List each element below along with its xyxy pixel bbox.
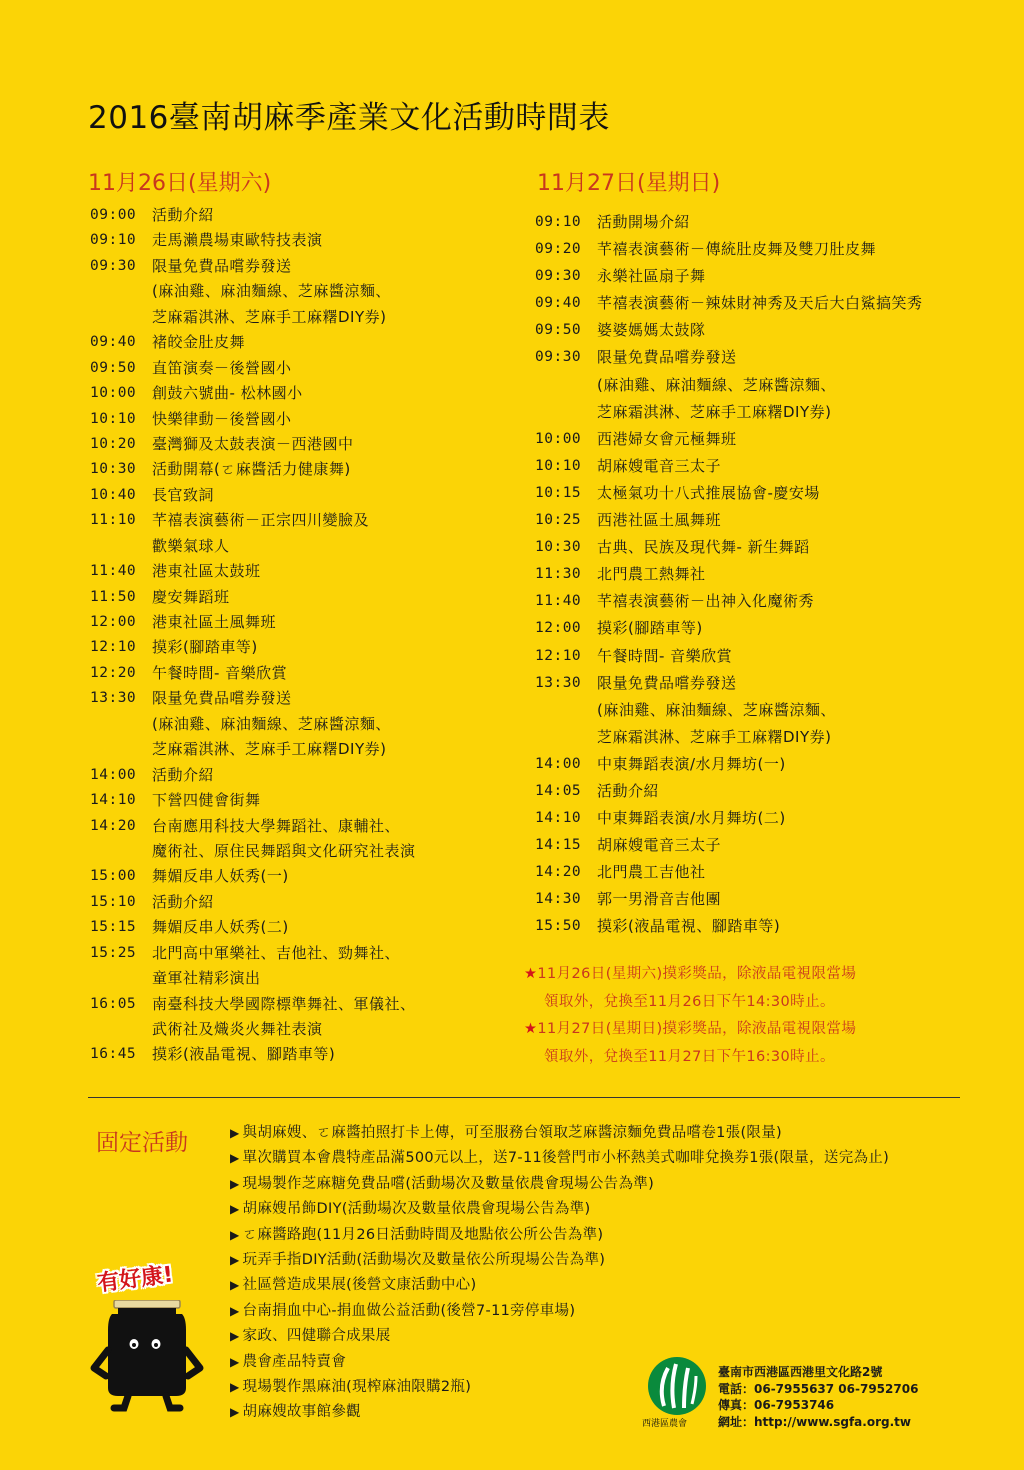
schedule-row — [90, 534, 416, 559]
schedule-time: 09:10 — [90, 232, 137, 249]
fixed-activity-text: 家政、四健聯合成果展 — [242, 1328, 391, 1345]
schedule-row — [90, 330, 416, 355]
schedule-row — [90, 839, 416, 864]
triangle-bullet-icon: ▶ — [230, 1151, 240, 1166]
schedule-activity: 走馬瀨農場東歐特技表演 — [152, 231, 323, 250]
schedule-activity: 武術社及熾炎火舞社表演 — [152, 1020, 323, 1038]
schedule-activity: 芊禧表演藝術－辣妹財神秀及天后大白鯊搞笑秀 — [597, 294, 923, 313]
schedule-activity: 北門農工吉他社 — [597, 863, 706, 882]
day1-heading: 11月26日(星期六) — [88, 171, 272, 196]
schedule-time: 10:00 — [535, 430, 582, 447]
schedule-activity: 永樂社區扇子舞 — [597, 267, 706, 286]
triangle-bullet-icon: ▶ — [230, 1354, 240, 1369]
schedule-activity: 活動開幕(ㄛ麻醬活力健康舞) — [152, 460, 351, 479]
schedule-row — [90, 737, 416, 762]
schedule-row — [535, 290, 923, 317]
schedule-activity: 芊禧表演藝術－正宗四川變臉及 — [152, 511, 370, 530]
slogan: 有好康! — [96, 1262, 175, 1297]
triangle-bullet-icon: ▶ — [230, 1379, 240, 1394]
fax: 傳真：06-7953746 — [718, 1398, 835, 1412]
schedule-activity: 郭一男滑音吉他團 — [597, 890, 722, 909]
schedule-activity: 港東社區太鼓班 — [152, 562, 261, 581]
schedule-row — [90, 763, 416, 788]
schedule-row — [535, 751, 923, 778]
schedule-row — [90, 483, 416, 508]
schedule-activity: 胡麻嫂電音三太子 — [597, 456, 722, 475]
schedule-time: 10:10 — [90, 410, 137, 427]
schedule-activity: 限量免費品嚐券發送 — [597, 348, 737, 367]
schedule-time: 13:30 — [535, 674, 582, 691]
prize-notes — [524, 961, 856, 1071]
fixed-activity-item — [230, 1248, 889, 1273]
schedule-activity: 臺灣獅及太鼓表演－西港國中 — [152, 434, 354, 453]
schedule-row — [90, 966, 416, 991]
schedule-time: 14:20 — [535, 864, 582, 881]
schedule-time: 14:00 — [535, 755, 582, 772]
triangle-bullet-icon: ▶ — [230, 1278, 240, 1293]
schedule-row — [90, 585, 416, 610]
schedule-row — [535, 561, 923, 588]
schedule-row — [535, 236, 923, 263]
fixed-activity-text: 現場製作黑麻油(現榨麻油限購2瓶) — [242, 1378, 472, 1395]
schedule-time: 14:10 — [535, 810, 582, 827]
day2-heading: 11月27日(星期日) — [537, 171, 721, 196]
schedule-time: 14:05 — [535, 782, 582, 799]
schedule-row — [535, 643, 923, 670]
prize-note-1-line1: 11月26日(星期六)摸彩獎品，除液晶電視限當場 — [537, 966, 857, 982]
schedule-row — [90, 686, 416, 711]
schedule-activity: 芊禧表演藝術－傳統肚皮舞及雙刀肚皮舞 — [597, 240, 877, 259]
schedule-row — [535, 534, 923, 561]
schedule-row — [90, 381, 416, 406]
schedule-time: 13:30 — [90, 690, 137, 707]
schedule-row — [90, 356, 416, 381]
schedule-activity: 芝麻霜淇淋、芝麻手工麻糬DIY券) — [152, 740, 387, 759]
schedule-time: 11:10 — [90, 512, 137, 529]
schedule-time: 16:05 — [90, 995, 137, 1012]
schedule-time: 10:30 — [90, 461, 137, 478]
schedule-row — [535, 859, 923, 886]
schedule-activity: 北門高中軍樂社、吉他社、勁舞社、 — [152, 943, 401, 962]
schedule-time: 10:30 — [535, 539, 582, 556]
schedule-time — [90, 534, 152, 559]
schedule-activity: 活動介紹 — [597, 781, 660, 800]
star-icon: ★ — [524, 1021, 538, 1037]
fixed-activity-item — [230, 1172, 889, 1197]
fixed-activity-text: 社區營造成果展(後營文康活動中心) — [242, 1277, 477, 1294]
schedule-activity: 限量免費品嚐券發送 — [597, 673, 737, 692]
fixed-activity-text: 胡麻嫂故事館參觀 — [242, 1404, 361, 1421]
schedule-activity: 摸彩(腳踏車等) — [597, 619, 703, 638]
schedule-time: 09:00 — [90, 207, 137, 223]
schedule-activity: 褚皎金肚皮舞 — [152, 333, 246, 352]
schedule-activity: 南臺科技大學國際標準舞社、軍儀社、 — [152, 994, 416, 1013]
schedule-activity: 快樂律動－後營國小 — [152, 409, 292, 428]
prize-note-2 — [524, 1016, 856, 1044]
schedule-activity: 限量免費品嚐券發送 — [152, 689, 292, 708]
sesame-jar-mascot-icon — [84, 1300, 214, 1412]
schedule-time: 16:45 — [90, 1046, 137, 1063]
schedule-time: 12:10 — [90, 639, 137, 656]
schedule-row — [90, 992, 416, 1017]
schedule-time — [90, 839, 152, 864]
schedule-row — [90, 559, 416, 584]
schedule-row — [90, 279, 416, 304]
website-link[interactable]: 網址：http://www.sgfa.org.tw — [718, 1414, 911, 1429]
fixed-activity-item — [230, 1197, 889, 1222]
schedule-time — [535, 697, 597, 724]
schedule-time: 15:10 — [90, 893, 137, 910]
prize-note-1 — [524, 961, 856, 989]
schedule-row — [535, 263, 923, 290]
schedule-activity: 芝麻霜淇淋、芝麻手工麻糬DIY券) — [152, 307, 387, 326]
logo-caption: 西港區農會 — [642, 1419, 688, 1429]
schedule-row — [535, 778, 923, 805]
schedule-time: 09:50 — [90, 359, 137, 376]
schedule-time: 09:30 — [535, 268, 582, 285]
schedule-activity: 芝麻霜淇淋、芝麻手工麻糬DIY券) — [597, 727, 832, 746]
schedule-row — [90, 254, 416, 279]
schedule-row — [90, 890, 416, 915]
fixed-activity-text: 胡麻嫂吊飾DIY(活動場次及數量依農會現場公告為準) — [242, 1201, 591, 1218]
schedule-activity: 魔術社、原住民舞蹈與文化研究社表演 — [152, 841, 416, 860]
schedule-time — [90, 712, 152, 737]
schedule-row — [535, 399, 923, 426]
schedule-time: 14:30 — [535, 891, 582, 908]
schedule-row — [535, 317, 923, 344]
schedule-time: 10:10 — [535, 457, 582, 474]
schedule-activity: 直笛演奏－後營國小 — [152, 358, 292, 377]
schedule-time: 09:30 — [90, 257, 137, 274]
phone: 電話：06-7955637 06-7952706 — [718, 1381, 919, 1396]
schedule-row — [535, 832, 923, 859]
triangle-bullet-icon: ▶ — [230, 1405, 240, 1420]
triangle-bullet-icon: ▶ — [230, 1227, 240, 1242]
schedule-time — [535, 399, 597, 426]
prize-note-1-line2: 領取外，兌換至11月26日下午14:30時止。 — [544, 993, 835, 1010]
schedule-row — [90, 941, 416, 966]
schedule-activity: (麻油雞、麻油麵線、芝麻醬涼麵、 — [597, 375, 836, 394]
address: 臺南市西港區西港里文化路2號 — [718, 1365, 883, 1379]
schedule-activity: 創鼓六號曲- 松林國小 — [152, 384, 303, 403]
fixed-activity-text: 單次購買本會農特產品滿500元以上，送7-11後營門市小杯熱美式咖啡兌換券1張(限量，送完為止) — [242, 1150, 890, 1167]
fixed-activities-heading: 固定活動 — [96, 1130, 188, 1156]
schedule-time: 15:50 — [535, 918, 582, 935]
schedule-row — [90, 915, 416, 940]
schedule-activity: (麻油雞、麻油麵線、芝麻醬涼麵、 — [152, 282, 391, 301]
schedule-row — [535, 670, 923, 697]
schedule-activity: (麻油雞、麻油麵線、芝麻醬涼麵、 — [152, 714, 391, 733]
schedule-time: 09:40 — [535, 295, 582, 312]
schedule-row — [90, 228, 416, 253]
schedule-time: 15:25 — [90, 944, 137, 961]
schedule-time: 09:20 — [535, 241, 582, 258]
schedule-row — [535, 724, 923, 751]
fixed-activity-text: 玩弄手指DIY活動(活動場次及數量依公所現場公告為準) — [242, 1251, 606, 1268]
schedule-row — [535, 426, 923, 453]
fixed-activity-item — [230, 1223, 889, 1248]
schedule-time: 12:00 — [90, 614, 137, 630]
schedule-time: 14:10 — [90, 792, 137, 809]
schedule-activity: 中東舞蹈表演/水月舞坊(一) — [597, 754, 786, 773]
schedule-row — [90, 203, 416, 228]
triangle-bullet-icon: ▶ — [230, 1202, 240, 1217]
schedule-time: 14:20 — [90, 817, 137, 834]
schedule-time: 11:30 — [535, 566, 582, 583]
fixed-activity-text: 農會產品特賣會 — [242, 1353, 347, 1370]
schedule-time: 12:10 — [535, 647, 582, 664]
schedule-activity: 歡樂氣球人 — [152, 536, 230, 555]
fixed-activity-item — [230, 1273, 889, 1298]
schedule-activity: 慶安舞蹈班 — [152, 587, 230, 606]
schedule-activity: 古典、民族及現代舞- 新生舞蹈 — [597, 538, 810, 557]
schedule-row — [90, 788, 416, 813]
schedule-row — [535, 453, 923, 480]
schedule-row — [90, 610, 416, 635]
schedule-time: 09:10 — [535, 214, 582, 230]
schedule-time — [535, 724, 597, 751]
page-title: 2016臺南胡麻季產業文化活動時間表 — [88, 100, 610, 136]
schedule-time — [90, 966, 152, 991]
schedule-activity: 下營四健會街舞 — [152, 791, 261, 810]
schedule-activity: 摸彩(液晶電視、腳踏車等) — [597, 917, 781, 936]
schedule-row — [90, 1042, 416, 1067]
schedule-activity: 長官致詞 — [152, 485, 215, 504]
schedule-activity: 舞媚反串人妖秀(一) — [152, 867, 289, 886]
schedule-row — [535, 805, 923, 832]
schedule-time: 09:50 — [535, 322, 582, 339]
schedule-row — [90, 432, 416, 457]
schedule-activity: 摸彩(液晶電視、腳踏車等) — [152, 1045, 336, 1064]
schedule-row — [90, 508, 416, 533]
fixed-activity-item — [230, 1299, 889, 1324]
schedule-time: 14:00 — [90, 766, 137, 783]
schedule-row — [535, 913, 923, 940]
triangle-bullet-icon: ▶ — [230, 1252, 240, 1267]
schedule-row — [535, 344, 923, 371]
fixed-activity-text: 台南捐血中心-捐血做公益活動(後營7-11旁停車場) — [242, 1302, 576, 1319]
fixed-activity-item — [230, 1121, 889, 1146]
schedule-time: 10:20 — [90, 435, 137, 452]
farmers-association-logo-icon — [644, 1356, 710, 1416]
fixed-activity-text: ㄛ麻醬路跑(11月26日活動時間及地點依公所公告為準) — [242, 1226, 604, 1243]
schedule-time: 09:30 — [535, 349, 582, 366]
prize-note-2-line2: 領取外，兌換至11月27日下午16:30時止。 — [544, 1048, 835, 1065]
schedule-activity: 胡麻嫂電音三太子 — [597, 836, 722, 855]
triangle-bullet-icon: ▶ — [230, 1176, 240, 1191]
schedule-activity: 西港社區土風舞班 — [597, 511, 722, 530]
triangle-bullet-icon: ▶ — [230, 1303, 240, 1318]
schedule-time — [535, 372, 597, 399]
schedule-activity: 中東舞蹈表演/水月舞坊(二) — [597, 809, 786, 828]
schedule-activity: 活動介紹 — [152, 765, 215, 784]
schedule-activity: 午餐時間- 音樂欣賞 — [152, 663, 288, 682]
schedule-activity: 台南應用科技大學舞蹈社、康輔社、 — [152, 816, 401, 835]
schedule-time: 10:15 — [535, 484, 582, 501]
schedule-row — [535, 697, 923, 724]
schedule-activity: 婆婆媽媽太鼓隊 — [597, 321, 706, 340]
schedule-row — [535, 588, 923, 615]
schedule-time — [90, 305, 152, 330]
schedule-activity: 芊禧表演藝術－出神入化魔術秀 — [597, 592, 815, 611]
schedule-activity: 西港婦女會元極舞班 — [597, 429, 737, 448]
schedule-time: 15:00 — [90, 868, 137, 885]
schedule-activity: 活動介紹 — [152, 206, 215, 224]
schedule-time: 10:25 — [535, 512, 582, 529]
fixed-activity-item — [230, 1324, 889, 1349]
schedule-row — [90, 661, 416, 686]
schedule-activity: (麻油雞、麻油麵線、芝麻醬涼麵、 — [597, 700, 836, 719]
schedule-time: 14:15 — [535, 837, 582, 854]
schedule-time: 11:40 — [535, 593, 582, 610]
fixed-activity-text: 現場製作芝麻糖免費品嚐(活動場次及數量依農會現場公告為準) — [242, 1175, 655, 1192]
fixed-activity-text: 與胡麻嫂、ㄛ麻醬拍照打卡上傳，可至服務台領取芝麻醬涼麵免費品嚐卷1張(限量) — [242, 1125, 782, 1141]
contact-info — [718, 1364, 918, 1430]
day2-schedule — [535, 209, 923, 941]
schedule-row — [90, 407, 416, 432]
schedule-time: 10:40 — [90, 486, 137, 503]
prize-note-2-line1: 11月27日(星期日)摸彩獎品，除液晶電視限當場 — [537, 1021, 857, 1037]
schedule-row — [535, 372, 923, 399]
triangle-bullet-icon: ▶ — [230, 1329, 240, 1344]
schedule-row — [535, 480, 923, 507]
triangle-bullet-icon: ▶ — [230, 1126, 240, 1140]
schedule-time — [90, 737, 152, 762]
schedule-time: 12:00 — [535, 620, 582, 637]
schedule-activity: 北門農工熱舞社 — [597, 565, 706, 584]
schedule-row — [90, 864, 416, 889]
section-divider — [88, 1097, 960, 1098]
schedule-time — [90, 1017, 152, 1042]
schedule-time: 15:15 — [90, 919, 137, 936]
day1-schedule — [90, 203, 416, 1068]
schedule-activity: 芝麻霜淇淋、芝麻手工麻糬DIY券) — [597, 402, 832, 421]
schedule-time: 12:20 — [90, 664, 137, 681]
fixed-activity-item — [230, 1146, 889, 1171]
schedule-row — [90, 457, 416, 482]
schedule-time: 09:40 — [90, 334, 137, 351]
schedule-row — [90, 814, 416, 839]
schedule-time: 10:00 — [90, 385, 137, 402]
schedule-activity: 限量免費品嚐券發送 — [152, 256, 292, 275]
schedule-activity: 太極氣功十八式推展協會-慶安場 — [597, 483, 820, 502]
star-icon: ★ — [524, 966, 538, 982]
schedule-row — [90, 635, 416, 660]
schedule-row — [535, 615, 923, 642]
schedule-row — [90, 305, 416, 330]
schedule-activity: 活動開場介紹 — [597, 213, 691, 231]
schedule-row — [535, 209, 923, 236]
schedule-time: 11:40 — [90, 563, 137, 580]
schedule-activity: 摸彩(腳踏車等) — [152, 638, 258, 657]
schedule-row — [90, 712, 416, 737]
schedule-activity: 午餐時間- 音樂欣賞 — [597, 646, 733, 665]
schedule-activity: 童軍社精彩演出 — [152, 969, 261, 988]
schedule-activity: 港東社區土風舞班 — [152, 613, 277, 631]
schedule-time — [90, 279, 152, 304]
schedule-row — [535, 507, 923, 534]
schedule-row — [535, 886, 923, 913]
schedule-row — [90, 1017, 416, 1042]
schedule-activity: 活動介紹 — [152, 892, 215, 911]
schedule-activity: 舞媚反串人妖秀(二) — [152, 918, 289, 937]
schedule-time: 11:50 — [90, 588, 137, 605]
